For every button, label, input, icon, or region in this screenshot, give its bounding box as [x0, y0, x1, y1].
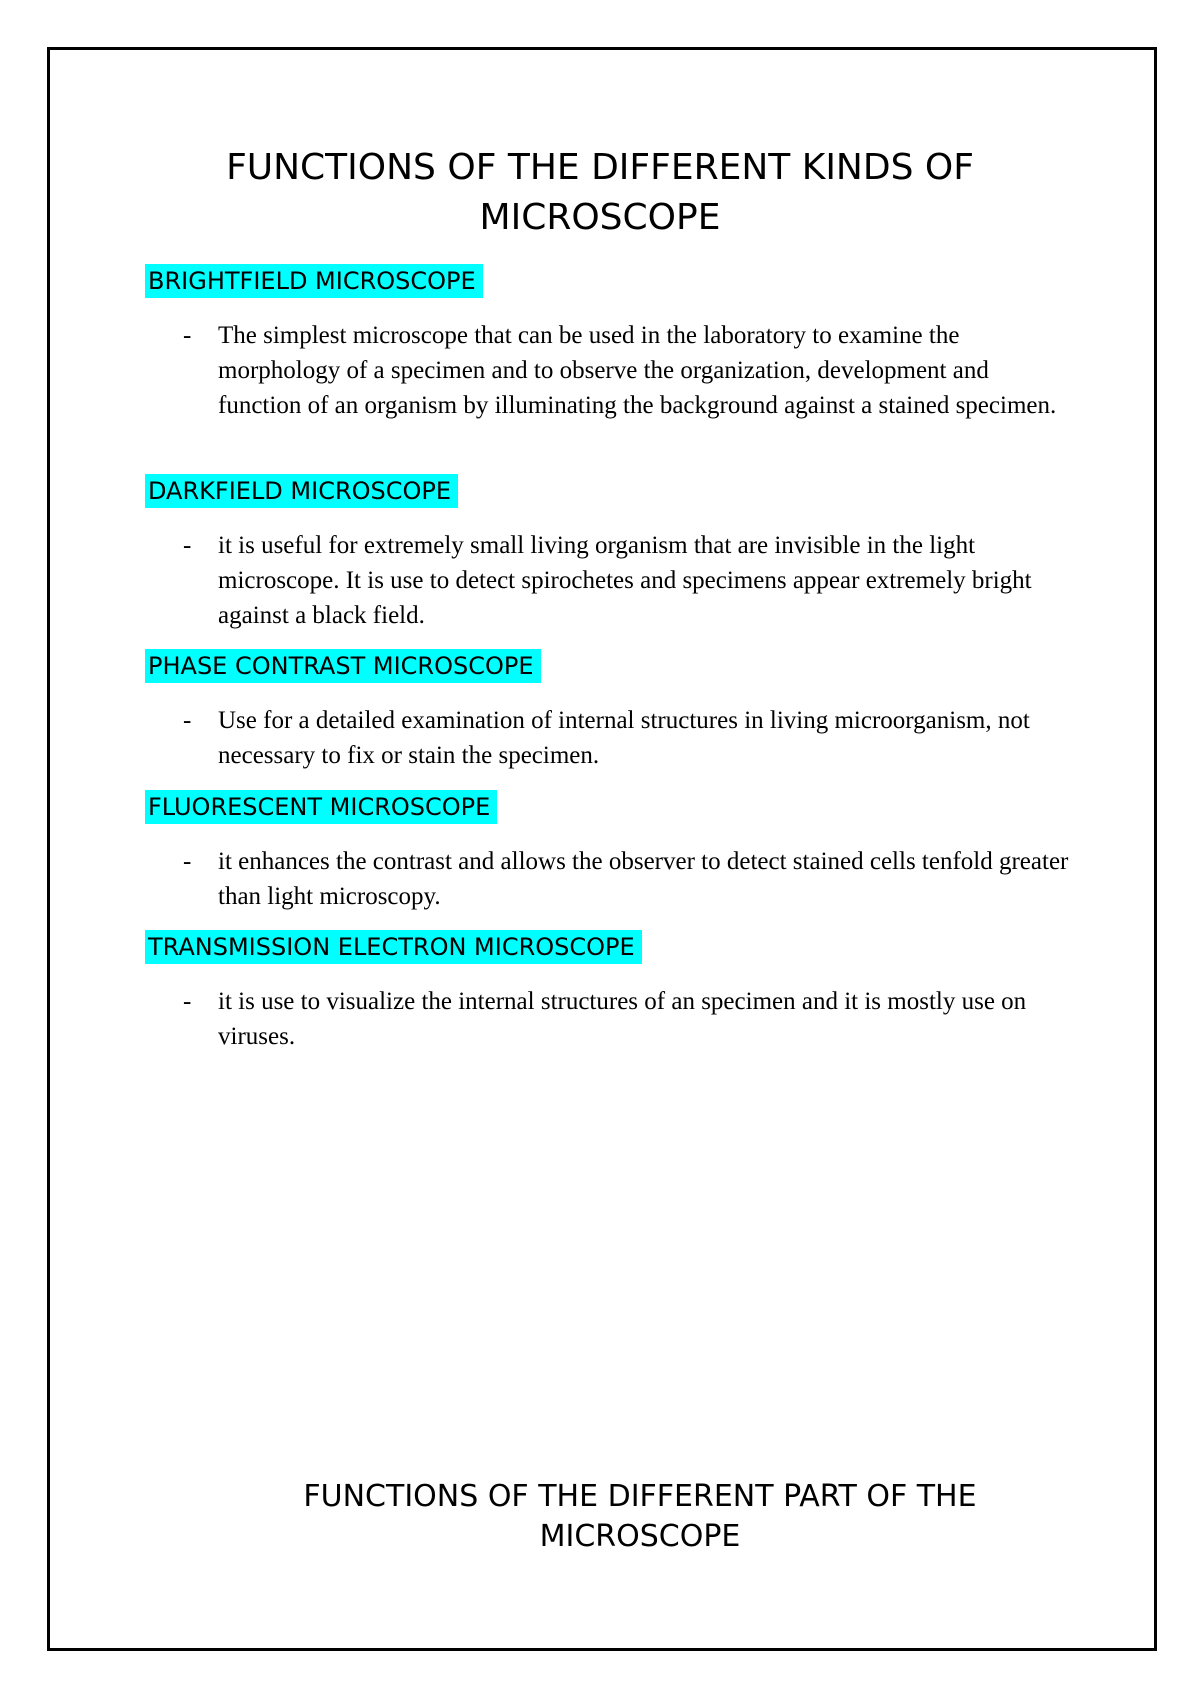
- bullet-dash: -: [183, 532, 192, 559]
- section-body: it is use to visualize the internal structures of an specimen and it is mostly use on viruses.: [218, 988, 1027, 1050]
- bullet-dash: -: [183, 848, 192, 875]
- bullet-dash: -: [183, 988, 192, 1015]
- section-body: Use for a detailed examination of internal structures in living microorganism, not necessary to fix or stain the specimen.: [218, 707, 1030, 769]
- footer-title: FUNCTIONS OF THE DIFFERENT PART OF THE MICROSCOPE: [303, 1479, 977, 1554]
- section-heading: FLUORESCENT MICROSCOPE: [145, 790, 497, 824]
- section-body: it is useful for extremely small living organism that are invisible in the light microscope. It is use to detect spirochetes and specimens appear extremely bright against a black field.: [218, 532, 1032, 629]
- section-heading: TRANSMISSION ELECTRON MICROSCOPE: [145, 930, 642, 964]
- bullet-dash: -: [183, 322, 192, 349]
- section-heading: BRIGHTFIELD MICROSCOPE: [145, 264, 483, 298]
- bullet-dash: -: [183, 707, 192, 734]
- section-body: The simplest microscope that can be used in the laboratory to examine the morphology of a specimen and to observe the organization, development and function of an organism by illuminating the background against a stained specimen.: [218, 322, 1057, 419]
- document-title: FUNCTIONS OF THE DIFFERENT KINDS OF MICROSCOPE: [226, 147, 974, 238]
- section-heading: PHASE CONTRAST MICROSCOPE: [145, 649, 541, 683]
- section-heading: DARKFIELD MICROSCOPE: [145, 474, 458, 508]
- section-body: it enhances the contrast and allows the observer to detect stained cells tenfold greater than light microscopy.: [218, 848, 1069, 910]
